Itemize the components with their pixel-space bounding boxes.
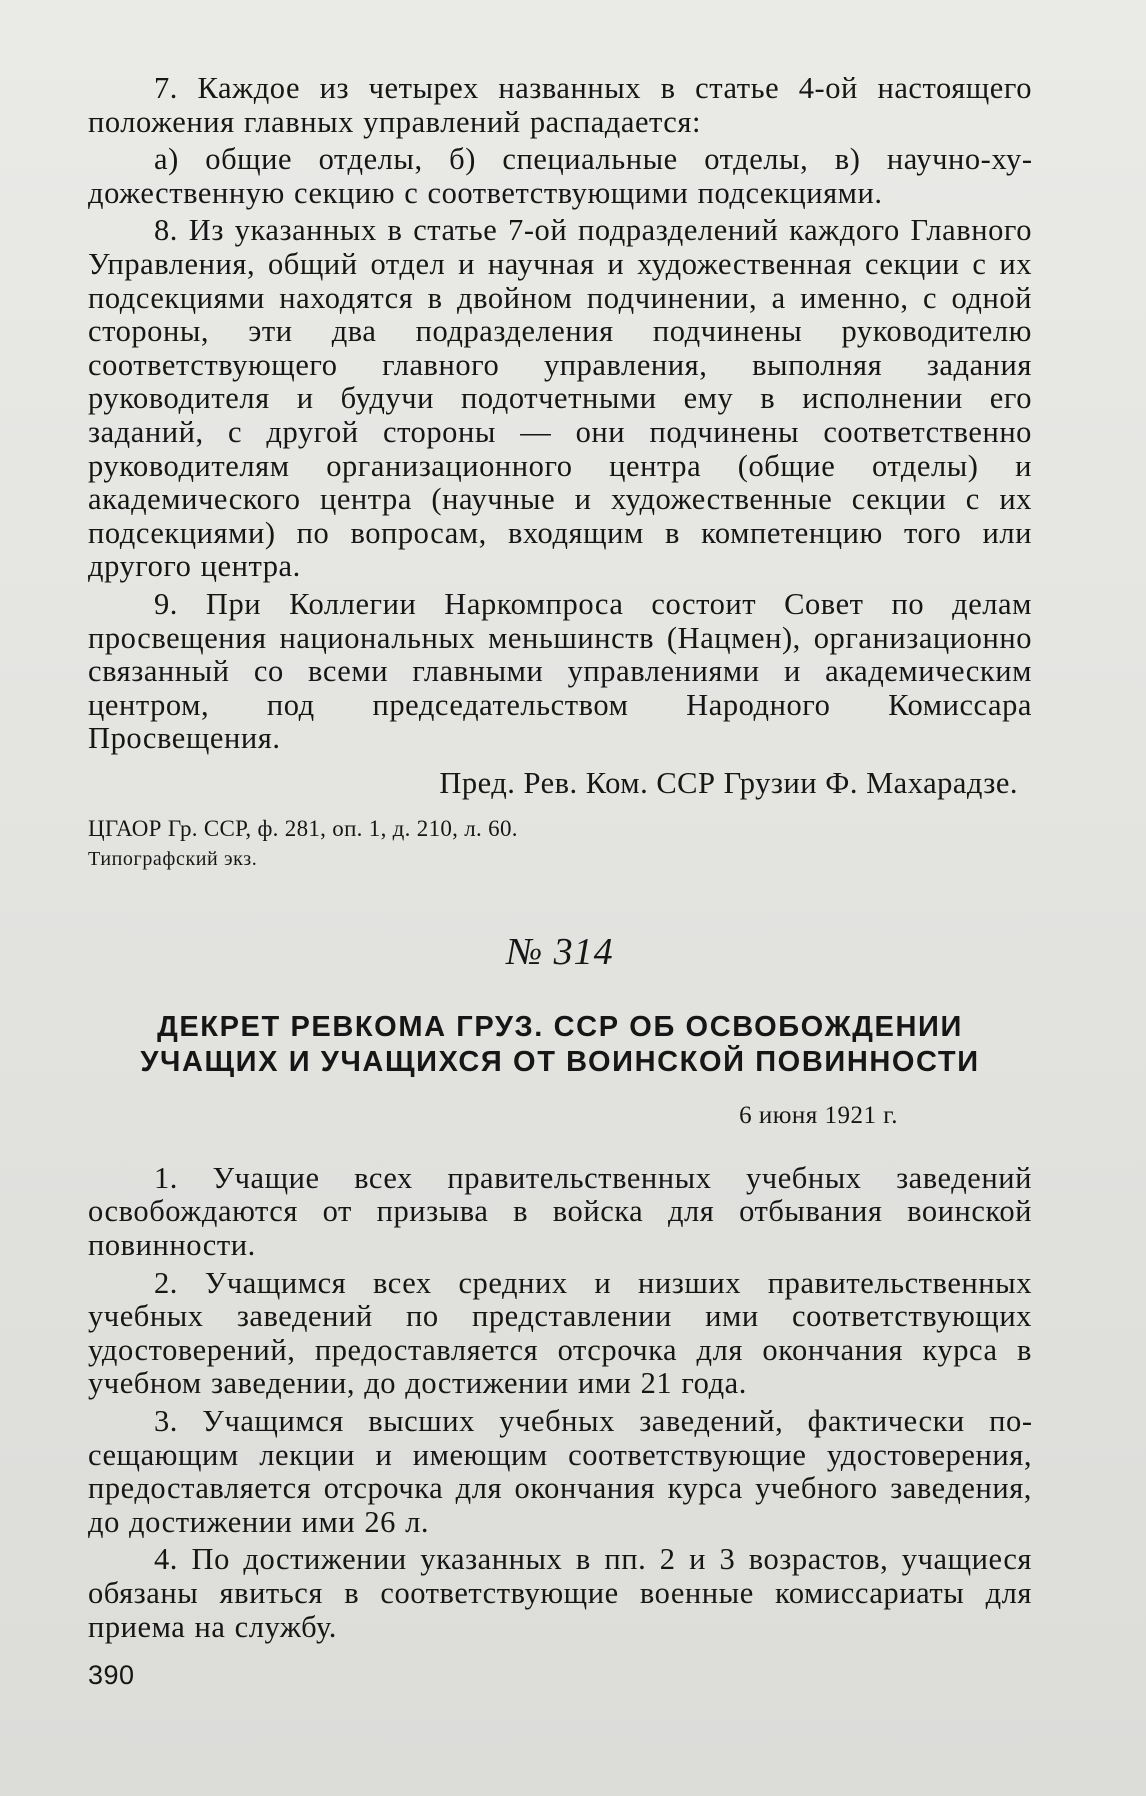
document-number: № 314 [506,930,614,973]
decree-item-3: 3. Учащимся высших учебных заведений, фактически посещающим лекции и имеющим соответствующие удостоверения, предоставляется отсрочка для окончания курса учебного заведения, до достижении ими 26 л. [88,1404,1032,1539]
paragraph-7-subitems: а) общие отделы, б) специальные отделы, в) научно-художественную секцию с соответствующими подсекциями. [88,142,1032,210]
archive-source: ЦГАОР Гр. ССР, ф. 281, оп. 1, д. 210, л. 60. [88,815,518,841]
text-column [88,72,1032,1648]
paragraph-8: 8. Из указанных в статье 7-ой подразделений каждого Главного Управления, общий отдел и научная и художественная секции с их подсекциями находятся в двойном подчинении, а именно, с одной стороны, эти два подразделения подчинены руководителю соответствующего главного управления, выполняя задания руководителя и будучи подотчетными ему в исполнении его заданий, с другой стороны — они подчинены соответственно руководителям организационного центра (общие отделы) и академического центра (научные и художественные секции с их подсекциями) по вопросам, входящим в компетенцию того или другого центра. [88,213,1032,584]
signature: Пред. Рев. Ком. ССР Грузии Ф. Махарадзе. [439,765,1018,800]
document-title-line-2: УЧАЩИХ И УЧАЩИХСЯ ОТ ВОИНСКОЙ ПОВИННОСТИ [140,1045,980,1078]
page-number: 390 [88,1660,135,1690]
decree-item-1: 1. Учащие всех правительственных учебных заведений освобождаются от призыва в войска для отбывания воинской повинности. [88,1160,1032,1263]
document-date: 6 июня 1921 г. [739,1101,898,1129]
document-title-line-1: ДЕКРЕТ РЕВКОМА ГРУЗ. ССР ОБ ОСВОБОЖДЕНИИ [157,1010,963,1043]
decree-item-4: 4. По достижении указанных в пп. 2 и 3 возрастов, учащиеся обязаны явиться в соответствующие военные комиссариаты для приема на службу. [88,1542,1032,1644]
decree-item-2: 2. Учащимся всех средних и низших правительственных учебных заведений по представлении ими соответствующих удостоверений, предоставляется отсрочка для окончания курса в учебном заведении, до достижении ими 21 года. [88,1265,1032,1401]
paragraph-7: 7. Каждое из четырех названных в статье 4-ой настоящего положения главных управлений распадается: [88,71,1032,139]
copy-type: Типографский экз. [88,847,258,870]
paragraph-9: 9. При Коллегии Наркомпроса состоит Совет по делам просвещения национальных меньшинств (Нацмен), организационно связанный со всеми главными управлениями и академическим центром, под председательством Народного Комиссара Просвещения. [88,586,1032,756]
